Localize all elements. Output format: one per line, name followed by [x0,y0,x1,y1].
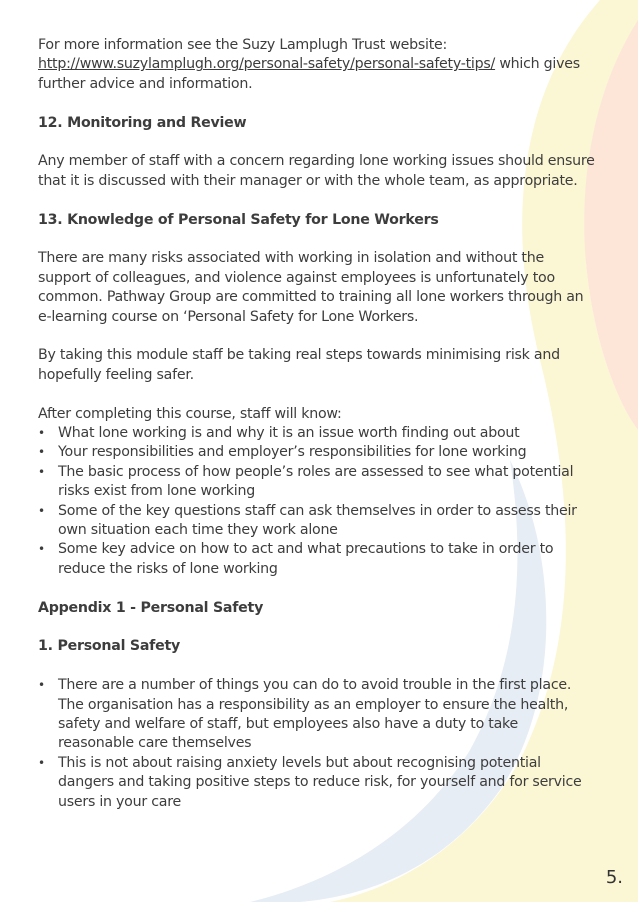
intro-paragraph [38,36,598,94]
page-number: 5. [605,867,623,888]
section-13-paragraph-1: There are many risks associated with working in isolation and without the support of colleagues, and violence against employees is unfortunately too common. Pathway Group are committed to training all lone workers through an e-learning course on ‘Personal Safety for Lone Workers. [38,250,584,325]
intro-text: For more information see the Suzy Lamplugh Trust website: [38,37,448,53]
suzy-lamplugh-link[interactable]: http://www.suzylamplugh.org/personal-safety/personal-safety-tips/ [38,56,496,73]
course-outcomes-intro: After completing this course, staff will know: [38,405,342,422]
appendix-heading: Appendix 1 - Personal Safety [38,599,264,616]
list-item: • Some key advice on how to act and what precautions to take in order to reduce the risks of lone working [38,540,598,579]
section-12-body: Any member of staff with a concern regarding lone working issues should ensure that it is discussed with their manager or with the whole team, as appropriate. [38,153,595,189]
document-body [38,36,598,832]
list-item: • Some of the key questions staff can ask themselves in order to assess their own situation each time they work alone [38,502,598,541]
course-outcomes-list [38,424,598,579]
appendix-subheading: 1. Personal Safety [38,638,181,655]
list-item: • This is not about raising anxiety levels but about recognising potential dangers and taking positive steps to reduce risk, for yourself and for service users in your care [38,754,598,812]
section-12-heading: 12. Monitoring and Review [38,114,247,131]
section-13-paragraph-2: By taking this module staff be taking real steps towards minimising risk and hopefully feeling safer. [38,347,560,383]
personal-safety-list [38,676,598,812]
section-13-heading: 13. Knowledge of Personal Safety for Lone Workers [38,211,439,228]
intro-continuation: which gives further advice and information. [38,56,580,92]
list-item: • What lone working is and why it is an issue worth finding out about [38,424,598,443]
list-item: • There are a number of things you can do to avoid trouble in the first place. The organisation has a responsibility as an employer to ensure the health, safety and welfare of staff, but employees also have a duty to take reasonable care themselves [38,676,598,754]
list-item: • Your responsibilities and employer’s responsibilities for lone working [38,443,598,462]
list-item: • The basic process of how people’s roles are assessed to see what potential risks exist from lone working [38,463,598,502]
